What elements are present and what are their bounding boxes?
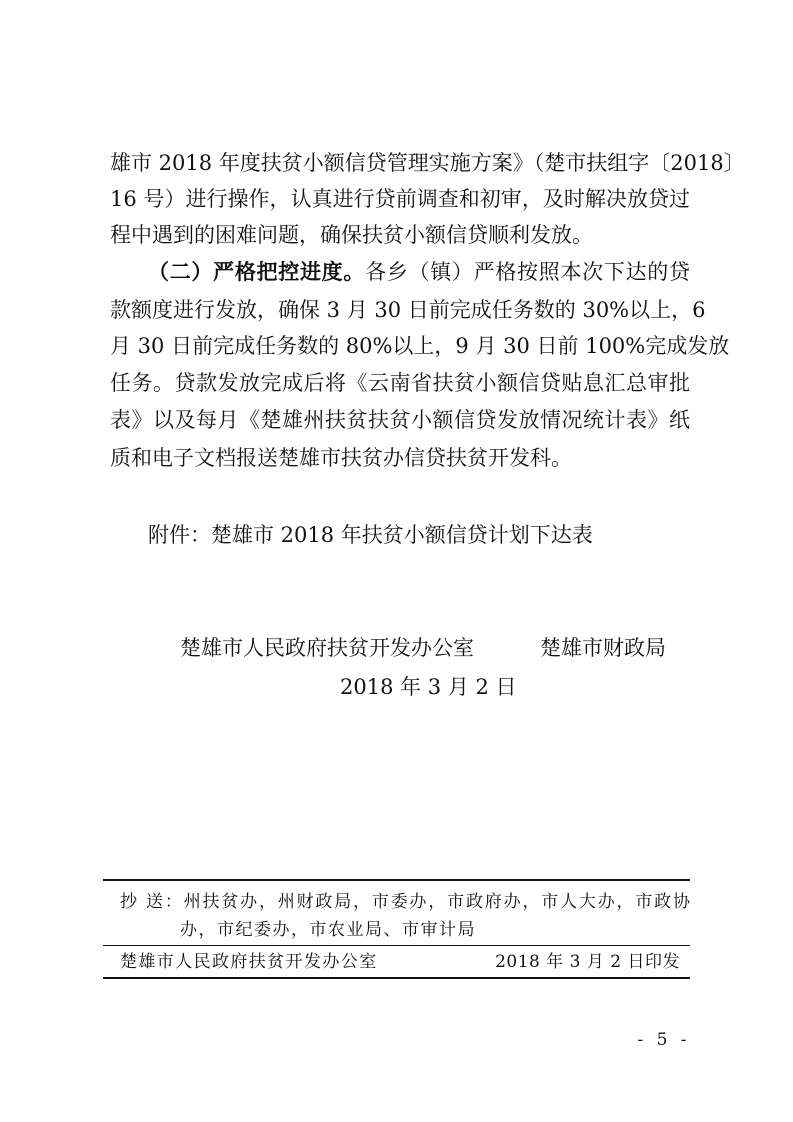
- paragraph-2-line-3: 月 30 日前完成任务数的 80%以上，9 月 30 日前 100%完成发放: [110, 334, 730, 358]
- paragraph-1-line-2: 16 号）进行操作，认真进行贷前调查和初审，及时解决放贷过: [110, 187, 690, 211]
- paragraph-2-line-4: 任务。贷款发放完成后将《云南省扶贫小额信贷贴息汇总审批: [110, 371, 690, 395]
- signature-date: 2018 年 3 月 2 日: [340, 675, 517, 699]
- paragraph-2-line-1-text: 各乡（镇）严格按照本次下达的贷: [365, 260, 691, 284]
- paragraph-2-line-5: 表》以及每月《楚雄州扶贫扶贫小额信贷发放情况统计表》纸: [110, 408, 690, 432]
- issuance-date: 2018 年 3 月 2 日印发: [495, 952, 680, 972]
- signature-issuer-2: 楚雄市财政局: [540, 636, 666, 660]
- distribution-line-1: [120, 892, 690, 912]
- paragraph-2-line-6: 质和电子文档报送楚雄市扶贫办信贷扶贫开发科。: [110, 446, 572, 470]
- distribution-line-2: 办，市纪委办，市农业局、市审计局: [180, 920, 476, 940]
- footer-top-rule: [103, 879, 690, 881]
- issuance-office: 楚雄市人民政府扶贫开发办公室: [120, 952, 378, 972]
- paragraph-2-line-1: [148, 260, 690, 284]
- paragraph-2-heading: （二）严格把控进度。: [148, 259, 366, 284]
- footer-middle-rule: [103, 945, 690, 946]
- distribution-label: 抄 送：: [120, 892, 184, 912]
- distribution-line-1-text: 州扶贫办，州财政局，市委办，市政府办，市人大办，市政协: [183, 892, 691, 912]
- paragraph-1-line-1: 雄市 2018 年度扶贫小额信贷管理实施方案》（楚市扶组字〔2018〕: [110, 151, 745, 175]
- attachment-note: 附件：楚雄市 2018 年扶贫小额信贷计划下达表: [148, 523, 593, 547]
- footer-bottom-rule: [103, 977, 690, 979]
- paragraph-2-line-2: 款额度进行发放，确保 3 月 30 日前完成任务数的 30%以上，6: [110, 298, 706, 322]
- paragraph-1-line-3: 程中遇到的困难问题，确保扶贫小额信贷顺利发放。: [110, 223, 593, 247]
- signature-issuer-1: 楚雄市人民政府扶贫开发办公室: [180, 636, 474, 660]
- page-number: - 5 -: [637, 1030, 691, 1050]
